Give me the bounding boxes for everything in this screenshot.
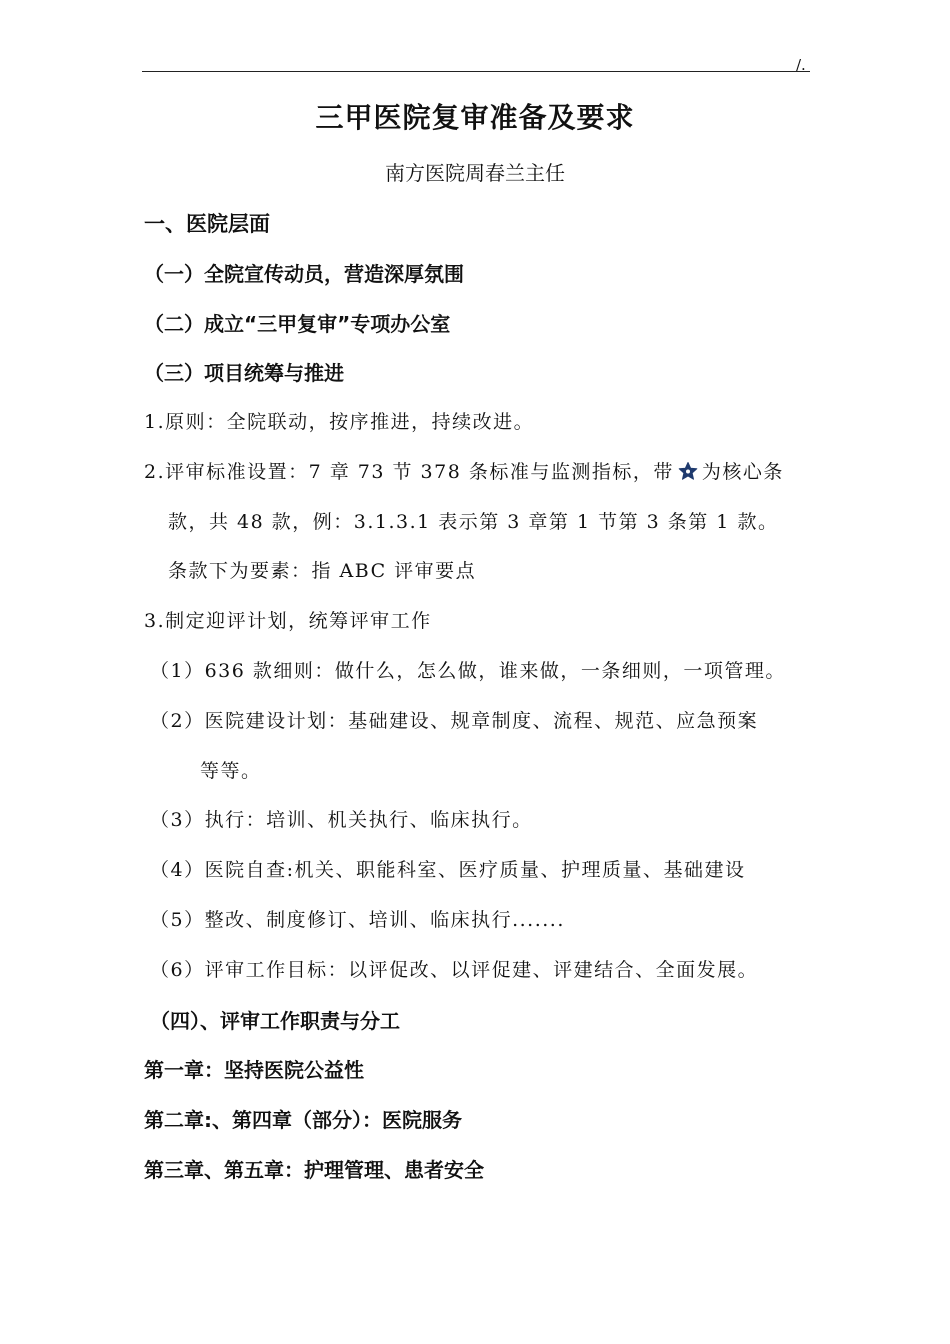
subheading-office: （二）成立“三甲复审”专项办公室	[144, 312, 451, 336]
item-standards-text-1: 2.评审标准设置：7 章 73 节 378 条标准与监测指标，带	[144, 461, 674, 483]
header-rule	[142, 71, 810, 72]
chapter-2-4: 第二章:、第四章（部分）：医院服务	[144, 1108, 462, 1132]
subheading-publicity: （一）全院宣传动员，营造深厚氛围	[144, 262, 464, 286]
plan-point-5: （5）整改、制度修订、培训、临床执行.......	[150, 909, 565, 931]
chapter-1: 第一章：坚持医院公益性	[144, 1058, 364, 1082]
header-mark: /.	[796, 56, 806, 74]
plan-point-3: （3）执行：培训、机关执行、临床执行。	[150, 809, 533, 831]
section-heading-hospital-level: 一、医院层面	[144, 212, 270, 236]
item-principle: 1.原则：全院联动，按序推进，持续改进。	[144, 411, 535, 433]
plan-point-1: （1）636 款细则：做什么，怎么做，谁来做，一条细则，一项管理。	[150, 660, 786, 682]
plan-point-4: （4）医院自查:机关、职能科室、医疗质量、护理质量、基础建设	[150, 859, 746, 881]
subheading-coordination: （三）项目统筹与推进	[144, 361, 344, 385]
plan-point-2: （2）医院建设计划：基础建设、规章制度、流程、规范、应急预案	[150, 710, 759, 732]
star-icon	[678, 461, 698, 481]
item-standards-text-2: 为核心条	[701, 461, 784, 483]
item-standards-continued: 款，共 48 款，例：3.1.3.1 表示第 3 章第 1 节第 3 条第 1 款。	[168, 511, 779, 533]
plan-point-2-continued: 等等。	[200, 760, 262, 782]
item-standards-note: 条款下为要素：指 ABC 评审要点	[168, 560, 477, 582]
item-plan: 3.制定迎评计划，统筹评审工作	[144, 610, 432, 632]
section-heading-duties: （四）、评审工作职责与分工	[150, 1009, 400, 1033]
item-standards	[144, 457, 784, 484]
plan-point-6: （6）评审工作目标：以评促改、以评促建、评建结合、全面发展。	[150, 959, 759, 981]
author-line: 南方医院周春兰主任	[385, 161, 565, 185]
chapter-3-5: 第三章、第五章：护理管理、患者安全	[144, 1158, 484, 1182]
document-title: 三甲医院复审准备及要求	[315, 101, 635, 134]
